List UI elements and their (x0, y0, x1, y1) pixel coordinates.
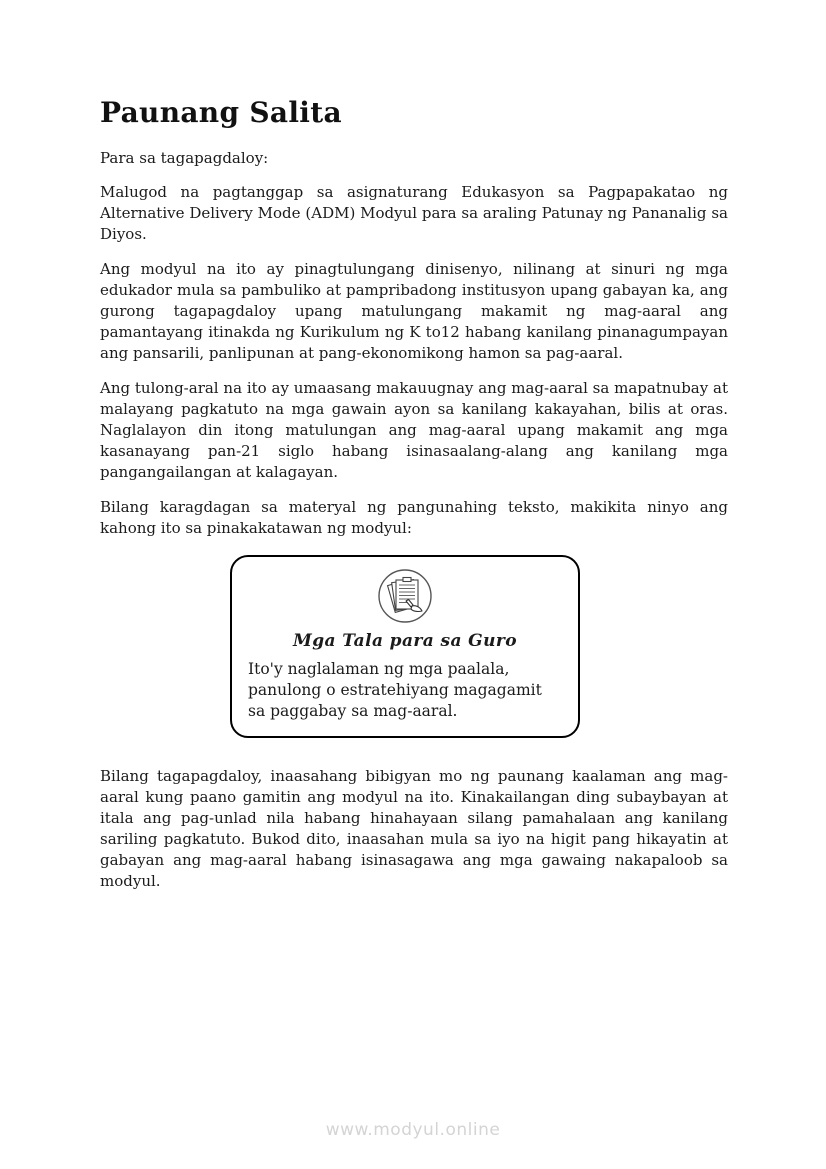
teacher-notes-box (230, 555, 580, 738)
stacked-notes-hand-icon (376, 567, 434, 625)
salutation-line: Para sa tagapagdaloy: (100, 149, 269, 167)
note-box-icon-wrap (248, 567, 562, 625)
paragraph-learning-aid: Ang tulong-aral na ito ay umaasang makauugnay ang mag-aaral sa mapatnubay at malayang pagkatuto na mga gawain ayon sa kanilang kakayahan, bilis at oras. Naglalayon din itong matulungan ang mag-aaral upang makamit ang mga kasanayang pan-21 siglo habang isinasaalang-alang ang kanilang mga pangangailangan at kalagayan. (100, 379, 728, 481)
paragraph-welcome: Malugod na pagtanggap sa asignaturang Edukasyon sa Pagpapakatao ng Alternative Delivery Mode (ADM) Modyul para sa araling Patunay ng Pananalig sa Diyos. (100, 183, 728, 243)
note-box-body: Ito'y naglalaman ng mga paalala, panulong o estratehiyang magagamit sa paggabay sa mag-aaral. (248, 660, 542, 720)
page-content (100, 96, 728, 906)
footer-watermark: www.modyul.online (325, 1120, 501, 1140)
note-box-title: Mga Tala para sa Guro (293, 631, 517, 651)
paragraph-closing: Bilang tagapagdaloy, inaasahang bibigyan mo ng paunang kaalaman ang mag-aaral kung paano gamitin ang modyul na ito. Kinakailangan ding subaybayan at itala ang pag-unlad nila habang hinahayaan silang pamahalaan ang kanilang sariling pagkatuto. Bukod dito, inaasahan mula sa iyo na higit pang hikayatin at gabayan ang mag-aaral habang isinasagawa ang mga gawaing nakapaloob sa modyul. (100, 767, 728, 890)
page-title: Paunang Salita (100, 96, 342, 129)
paragraph-module-design: Ang modyul na ito ay pinagtulungang dinisenyo, nilinang at sinuri ng mga edukador mula sa pambuliko at pampribadong institusyon upang gabayan ka, ang gurong tagapagdaloy upang matulungang makamit ng mag-aaral ang pamantayang itinakda ng Kurikulum ng K to12 habang kanilang pinanagumpayan ang pansarili, panlipunan at pang-ekonomikong hamon sa pag-aaral. (100, 260, 728, 362)
paragraph-box-intro: Bilang karagdagan sa materyal ng pangunahing teksto, makikita ninyo ang kahong ito sa pinakakatawan ng modyul: (100, 498, 728, 537)
